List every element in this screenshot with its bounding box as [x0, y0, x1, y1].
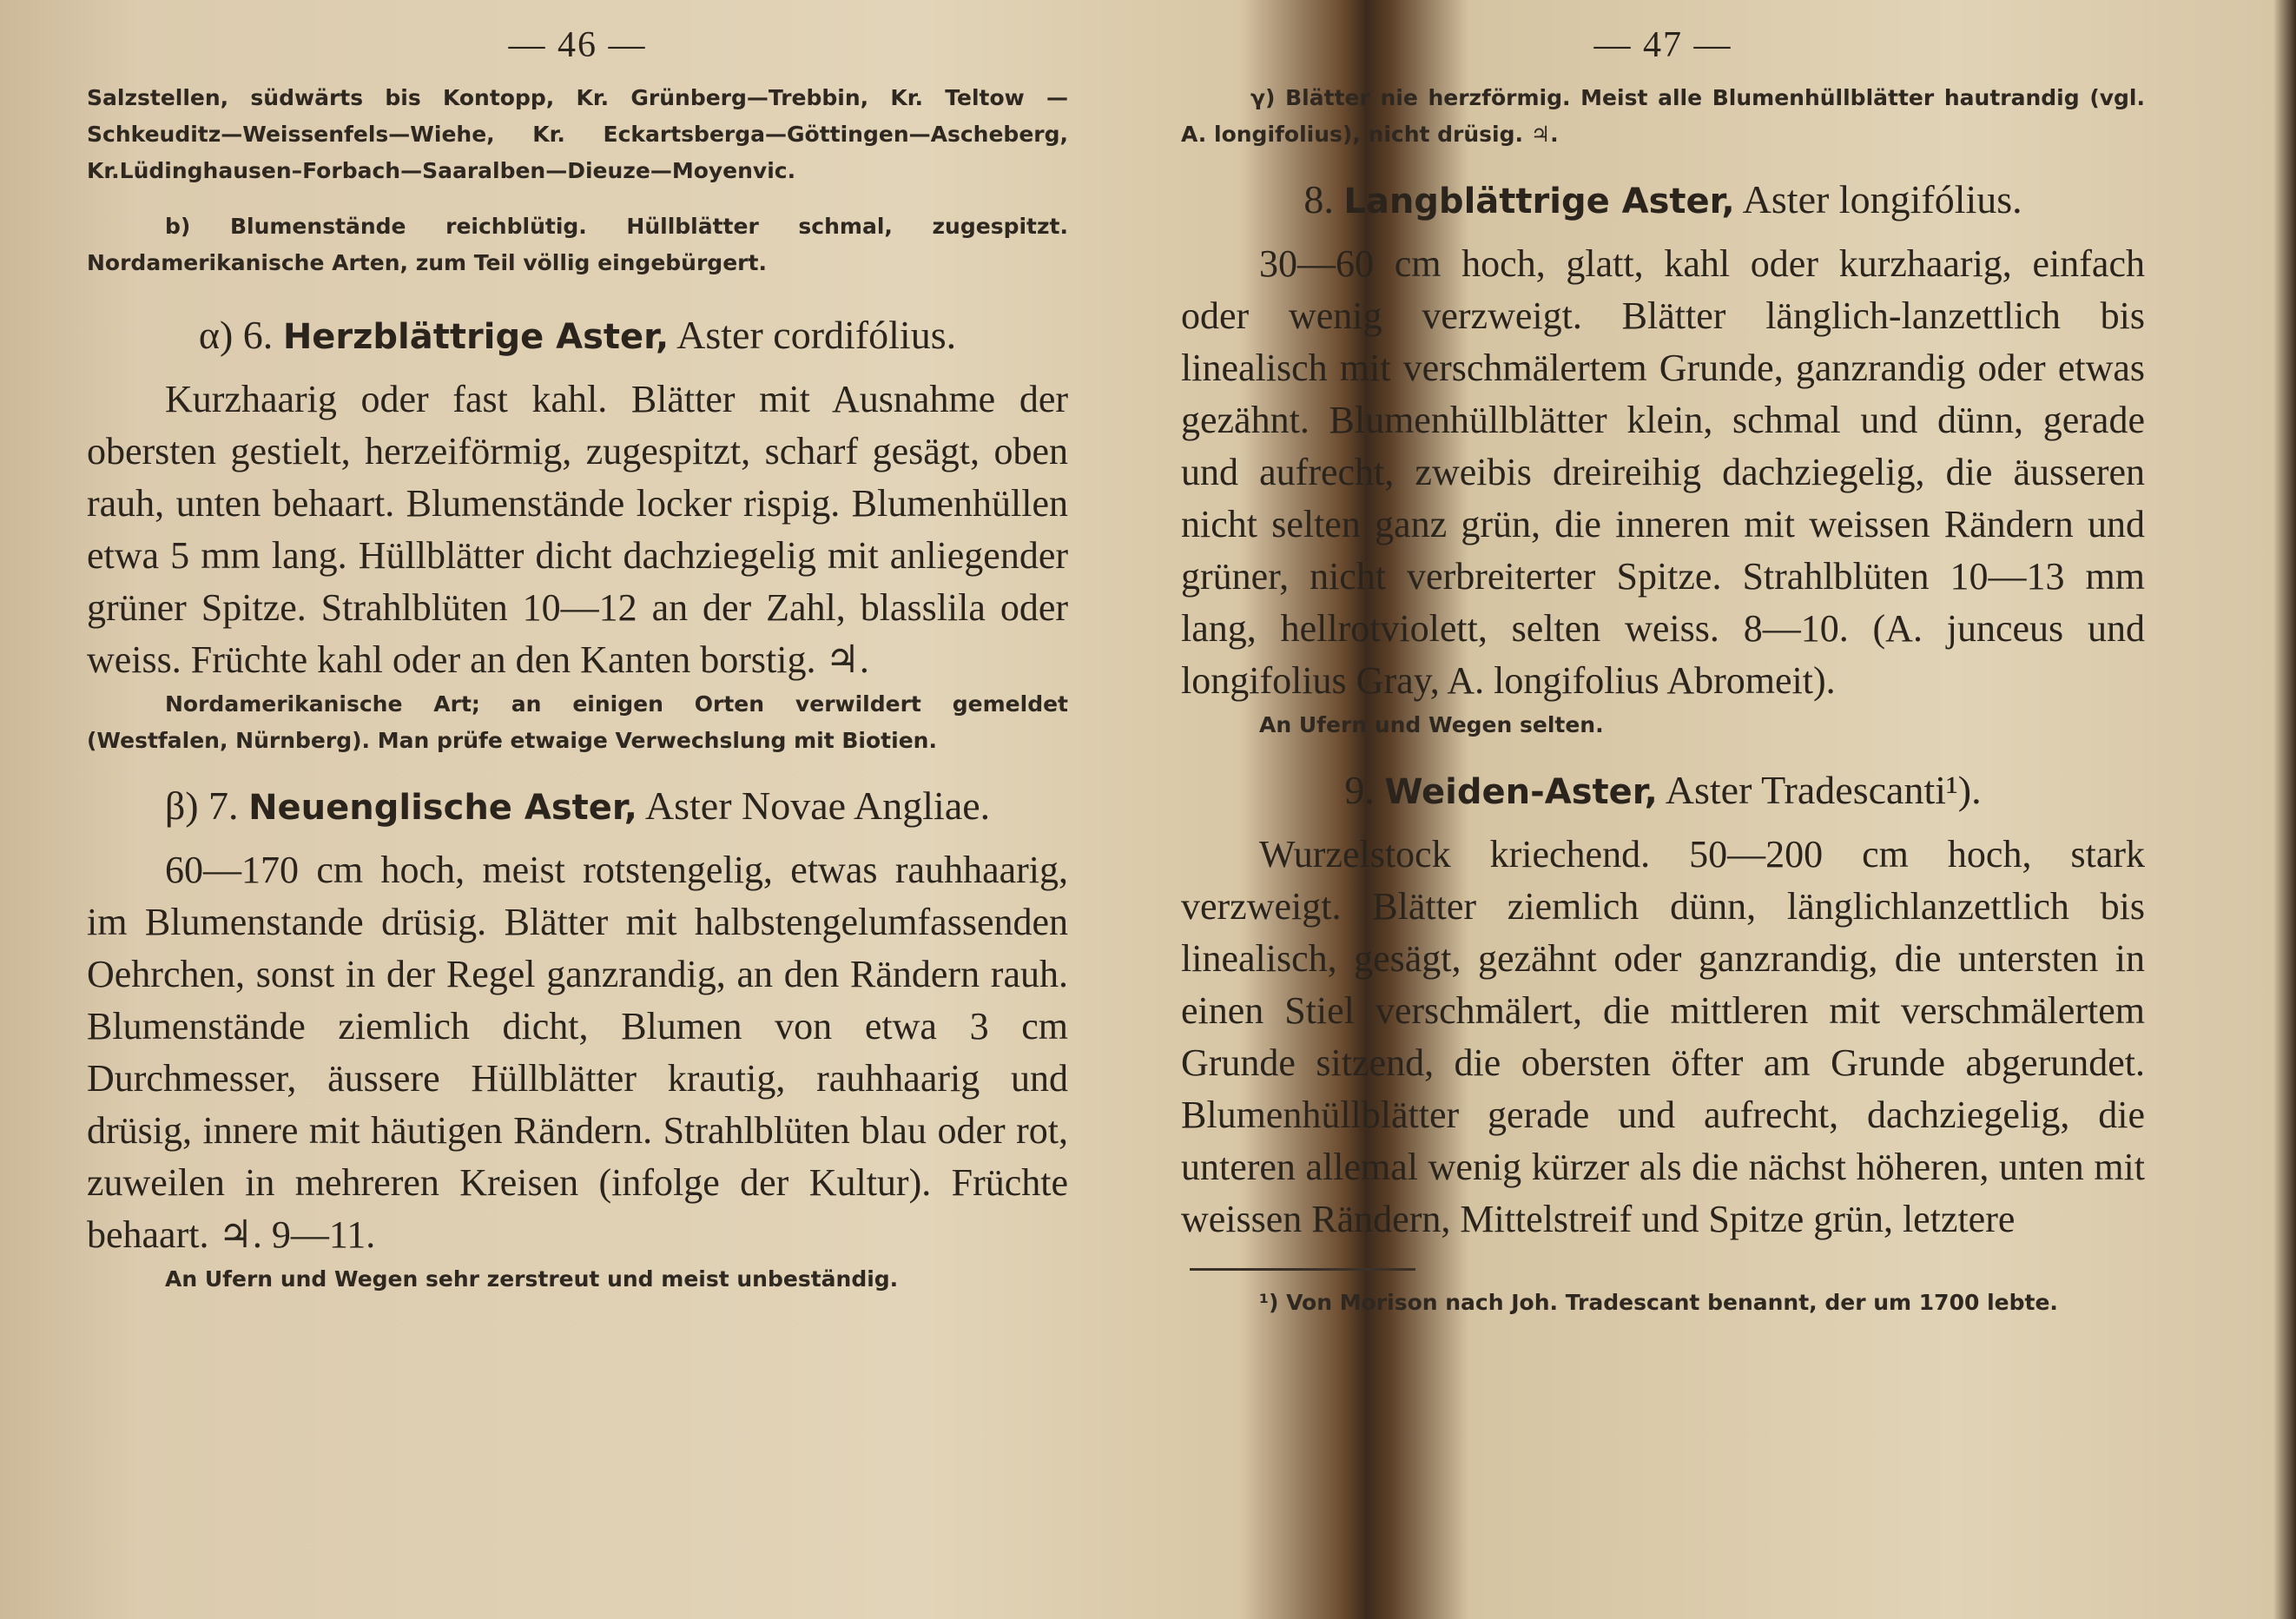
page-number: — 46 — — [508, 25, 647, 65]
species-description-6: Kurzhaarig oder fast kahl. Blätter mit Ausnahme der obersten gestielt, herzeiförmig, zugespitzt, scharf gesägt, oben rauh, unten behaart. Blumenstände locker rispig. Blumenhüllen etwa 5 mm lang. Hüllblätter dicht dachziegelig mit anliegender grüner Spitze. Strahlblüten 10—12 an der Zahl, blasslila oder weiss. Früchte kahl oder an den Kanten borstig. ♃. — [87, 378, 1068, 681]
heading-latin-name: Aster cordifólius. — [676, 313, 957, 357]
heading-prefix: 8. — [1303, 177, 1334, 221]
paragraph-distribution: Salzstellen, südwärts bis Kontopp, Kr. Grünberg—Trebbin, Kr. Teltow —Schkeuditz—Weissenfels—Wiehe, Kr. Eckartsberga—Göttingen—Ascheberg, Kr.Lüdinghausen–Forbach—Saaralben—Dieuze—Moyenvic. — [87, 85, 1068, 183]
species-description-8: 30—60 cm hoch, glatt, kahl oder kurzhaarig, einfach oder wenig verzweigt. Blätter länglich-lanzettlich bis linealisch mit verschmälertem Grunde, ganzrandig oder etwas gezähnt. Blumenhüllblätter klein, schmal und dünn, gerade und aufrecht, zweibis dreireihig dachziegelig, die äusseren nicht selten ganz grün, die inneren mit weissen Rändern und grüner, nicht verbreiterter Spitze. Strahlblüten 10—13 mm lang, hellrotviolett, selten weiss. 8—10. (A. junceus und longifolius Gray, A. longifolius Abromeit). — [1181, 242, 2145, 702]
species-note-6: Nordamerikanische Art; an einigen Orten verwildert gemeldet (Westfalen, Nürnberg). Man prüfe etwaige Verwechslung mit Biotien. — [87, 691, 1068, 753]
species-description-7: 60—170 cm hoch, meist rotstengelig, etwas rauhhaarig, im Blumenstande drüsig. Blätter mit halbstengelumfassenden Oehrchen, sonst in der Regel ganzrandig, an den Rändern rauh. Blumenstände ziemlich dicht, Blumen von etwa 3 cm Durchmesser, äussere Hüllblätter krautig, rauhhaarig und drüsig, innere mit häutigen Rändern. Strahlblüten blau oder rot, zuweilen in mehreren Kreisen (infolge der Kultur). Früchte behaart. ♃. 9—11. — [87, 849, 1068, 1256]
paragraph-group-gamma: γ) Blätter nie herzförmig. Meist alle Blumenhüllblätter hautrandig (vgl. A. longifolius), nicht drüsig. ♃. — [1181, 85, 2145, 147]
heading-common-name: Herzblättrige Aster, — [282, 317, 670, 357]
species-description-9: Wurzelstock kriechend. 50—200 cm hoch, stark verzweigt. Blätter ziemlich dünn, länglichlanzettlich bis linealisch, gesägt, gezähnt oder ganzrandig, die untersten in einen Stiel verschmälert, die mittleren mit verschmälertem Grunde sitzend, die obersten öfter am Grunde abgerundet. Blumenhüllblätter gerade und aufrecht, dachziegelig, die unteren allemal wenig kürzer als die nächst höheren, unten mit weissen Rändern, Mittelstreif und Spitze grün, letztere — [1181, 833, 2145, 1240]
heading-prefix: α) 6. — [198, 313, 274, 357]
species-note-8: An Ufern und Wegen selten. — [1259, 712, 1604, 737]
heading-common-name: Weiden-Aster, — [1384, 772, 1658, 812]
heading-latin-name: Aster Tradescanti¹). — [1665, 768, 1982, 812]
heading-latin-name: Aster longifólius. — [1742, 177, 2022, 221]
left-page — [87, 0, 1068, 1619]
heading-prefix: 9. — [1344, 768, 1375, 812]
heading-prefix: β) 7. — [164, 783, 239, 828]
heading-common-name: Langblättrige Aster, — [1343, 182, 1735, 221]
right-page — [1181, 0, 2145, 1619]
heading-common-name: Neuenglische Aster, — [248, 788, 637, 828]
species-heading-9 — [1181, 763, 2145, 820]
species-heading-6 — [87, 307, 1068, 365]
footnote: ¹) Von Morison nach Joh. Tradescant benannt, der um 1700 lebte. — [1259, 1290, 2058, 1315]
species-heading-8 — [1181, 172, 2145, 229]
species-heading-7 — [87, 778, 1068, 836]
species-note-7: An Ufern und Wegen sehr zerstreut und meist unbeständig. — [165, 1266, 899, 1292]
page-number: — 47 — — [1593, 25, 1732, 65]
heading-latin-name: Aster Novae Angliae. — [644, 783, 991, 828]
footnote-rule — [1190, 1268, 1415, 1271]
paragraph-group-b: b) Blumenstände reichblütig. Hüllblätter schmal, zugespitzt. Nordamerikanische Arten, zum Teil völlig eingebürgert. — [87, 214, 1068, 275]
